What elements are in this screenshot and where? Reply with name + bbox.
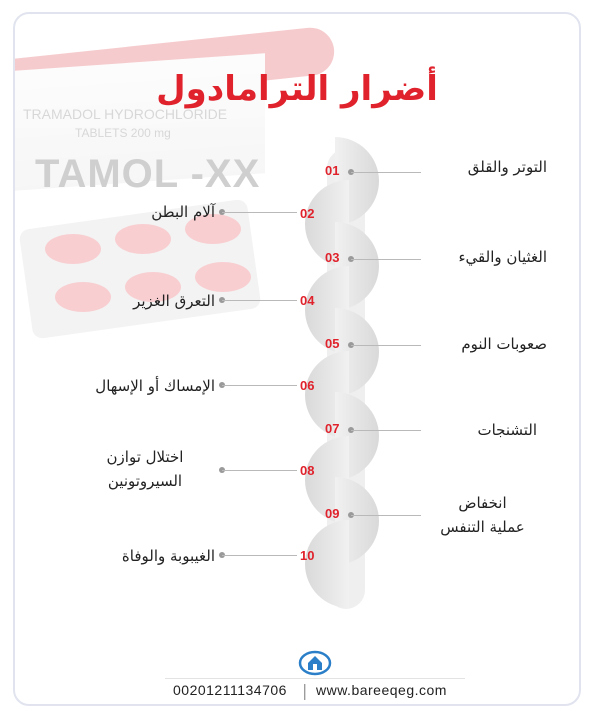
item-label-09	[420, 491, 545, 539]
item-label-08	[75, 445, 215, 493]
step-shape-10	[305, 520, 349, 608]
item-label-02: آلام البطن	[151, 203, 215, 221]
item-label-05: صعوبات النوم	[461, 335, 547, 353]
item-label-03: الغثيان والقيء	[458, 248, 547, 266]
step-number-06: 06	[300, 378, 315, 393]
step-number-02: 02	[300, 206, 315, 221]
step-number-08: 08	[300, 463, 315, 478]
item-label-04: التعرق الغزير	[133, 292, 215, 310]
item-label-01: التوتر والقلق	[467, 158, 547, 176]
photo-label-line2: TABLETS 200 mg	[75, 126, 171, 140]
step-number-10: 10	[300, 548, 315, 563]
footer-separator: |	[302, 681, 308, 700]
footer-phone: 00201211134706	[173, 682, 287, 698]
step-number-09: 09	[325, 506, 340, 521]
footer-website[interactable]: www.bareeqeg.com	[316, 682, 447, 698]
item-label-07: التشنجات	[477, 421, 537, 439]
footer-divider	[165, 678, 465, 679]
step-number-01: 01	[325, 163, 340, 178]
item-label-08-line1: اختلال توازن	[106, 448, 184, 466]
infographic-card	[13, 12, 581, 706]
item-label-09-line1: انخفاض	[458, 494, 507, 512]
photo-brand: TAMOL -XX	[35, 152, 261, 196]
item-label-10: الغيبوبة والوفاة	[121, 547, 215, 565]
item-label-09-line2: عملية التنفس	[440, 518, 525, 536]
step-number-05: 05	[325, 336, 340, 351]
step-number-04: 04	[300, 293, 315, 308]
step-number-03: 03	[325, 250, 340, 265]
page-title: أضرار الترامادول	[156, 69, 438, 109]
item-label-08-line2: السيروتونين	[107, 472, 183, 490]
bareeq-logo-icon	[298, 646, 332, 680]
photo-label-line1: TRAMADOL HYDROCHLORIDE	[23, 106, 228, 122]
step-number-07: 07	[325, 421, 340, 436]
item-label-06: الإمساك أو الإسهال	[95, 377, 215, 395]
